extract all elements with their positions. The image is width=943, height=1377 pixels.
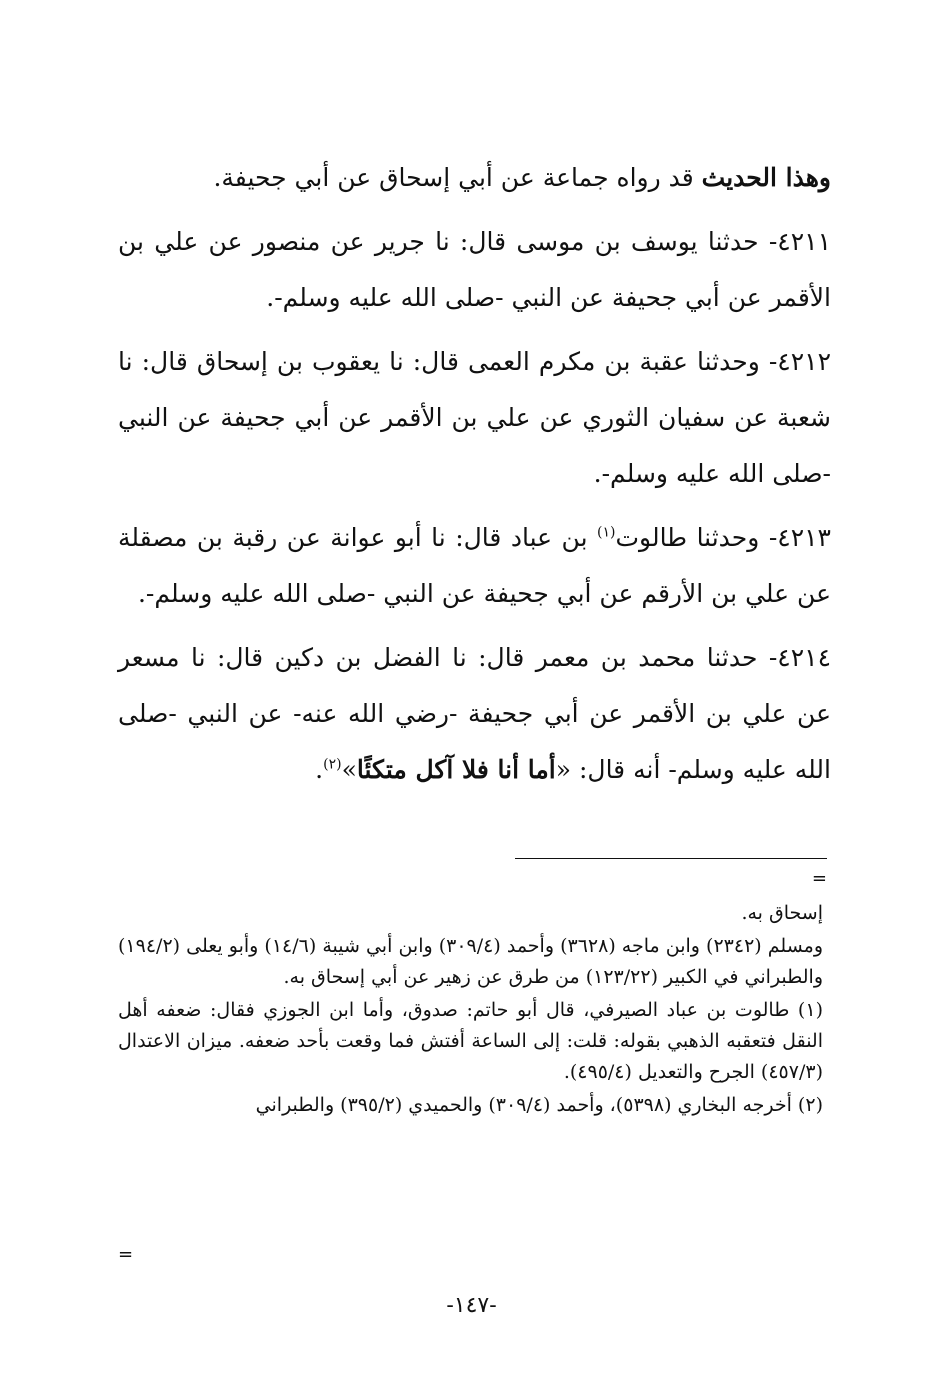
intro-paragraph (118, 150, 831, 206)
quote-close: » (341, 755, 357, 784)
continuation-mark-bottom: = (118, 1244, 134, 1265)
hadith-4214 (118, 630, 831, 798)
hadith-4213-text-b: بن عباد قال: نا أبو عوانة عن رقبة بن مصقلة عن علي بن الأرقم عن أبي جحيفة عن النبي -صلى الله عليه وسلم-. (118, 523, 831, 608)
footnote-continuation-1: إسحاق به. (741, 902, 823, 924)
footnote-ref-2: (٢) (323, 756, 342, 773)
main-text (118, 150, 831, 806)
page-number: -١٤٧- (446, 1293, 497, 1318)
footnote-continuation-2: ومسلم (٢٣٤٢) وابن ماجه (٣٦٢٨) وأحمد (٣٠٩/٤) وابن أبي شيبة (١٤/٦) وأبو يعلى (١٩٤/٢) والطبراني في الكبير (١٢٣/٢٢) من طرق عن زهير عن أبي إسحاق به. (118, 935, 823, 988)
footnotes (118, 898, 823, 1123)
footnote-2: (٢) أخرجه البخاري (٥٣٩٨)، وأحمد (٣٠٩/٤) والحميدي (٣٩٥/٢) والطبراني (255, 1094, 823, 1116)
footnote-separator (515, 858, 827, 859)
hadith-4212: ٤٢١٢- وحدثنا عقبة بن مكرم العمى قال: نا يعقوب بن إسحاق قال: نا شعبة عن سفيان الثوري عن علي بن الأقمر عن أبي جحيفة عن النبي -صلى الله عليه وسلم-. (118, 347, 831, 488)
footnote-ref-1: (١) (597, 524, 616, 541)
hadith-4213-text-a: ٤٢١٣- وحدثنا طالوت (615, 523, 831, 552)
hadith-4213 (118, 510, 831, 622)
hadith-4211: ٤٢١١- حدثنا يوسف بن موسى قال: نا جرير عن منصور عن علي بن الأقمر عن أبي جحيفة عن النبي -صلى الله عليه وسلم-. (118, 227, 831, 312)
intro-bold: وهذا الحديث (701, 163, 831, 192)
hadith-4214-end: . (315, 755, 324, 784)
continuation-mark-top: = (811, 868, 827, 889)
hadith-4214-text: ٤٢١٤- حدثنا محمد بن معمر قال: نا الفضل بن دكين قال: نا مسعر عن علي بن الأقمر عن أبي جحيفة -رضي الله عنه- عن النبي -صلى الله عليه وسلم- أنه قال: « (118, 643, 831, 784)
intro-text: قد رواه جماعة عن أبي إسحاق عن أبي جحيفة. (213, 163, 702, 192)
footnote-1: (١) طالوت بن عباد الصيرفي، قال أبو حاتم: صدوق، وأما ابن الجوزي فقال: ضعفه أهل النقل فتعقبه الذهبي بقوله: قلت: إلى الساعة أفتش فما وقعت بأحد ضعفه. ميزان الاعتدال (٤٥٧/٣) الجرح والتعديل (٤٩٥/٤). (118, 999, 823, 1083)
prophetic-quote: أما أنا فلا آكل متكئًا (356, 755, 556, 784)
